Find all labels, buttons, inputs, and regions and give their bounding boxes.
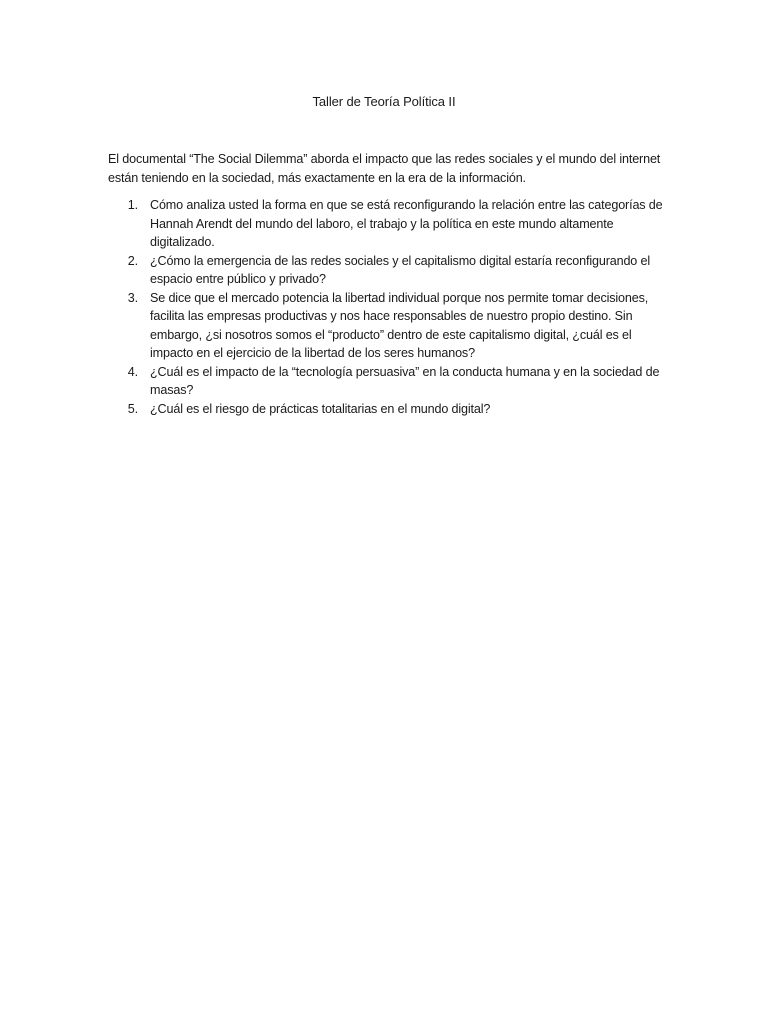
list-item-number: 5. [127,401,138,416]
list-item-text: ¿Cuál es el riesgo de prácticas totalitarias en el mundo digital? [150,401,491,416]
document-title: Taller de Teoría Política II [312,94,456,109]
list-item-number: 4. [127,364,138,379]
list-item-text: ¿Cuál es el impacto de la “tecnología persuasiva” en la conducta humana y en la sociedad de masas? [150,364,660,397]
list-item [108,400,668,419]
list-item-text: Cómo analiza usted la forma en que se está reconfigurando la relación entre las categorías de Hannah Arendt del mundo del laboro, el trabajo y la política en este mundo altamente digitalizado. [150,198,663,249]
list-item [108,363,668,400]
list-item-number: 3. [127,290,138,305]
list-item [108,252,668,289]
intro-paragraph: El documental “The Social Dilemma” aborda el impacto que las redes sociales y el mundo del internet están teniendo en la sociedad, más exactamente en la era de la información. [108,152,661,185]
list-item-text: ¿Cómo la emergencia de las redes sociales y el capitalismo digital estaría reconfigurando el espacio entre público y privado? [150,253,651,286]
list-item-number: 1. [127,198,138,212]
question-list [108,196,668,418]
list-item-text: Se dice que el mercado potencia la libertad individual porque nos permite tomar decisiones, facilita las empresas productivas y nos hace responsables de nuestro propio destino. Sin embargo, ¿si nosotros somos el “producto” dentro de este capitalismo digital, ¿cuál es el impacto en el ejercicio de la libertad de los seres humanos? [150,290,649,360]
list-item [108,289,668,363]
list-item-number: 2. [127,253,138,268]
list-item [108,196,668,252]
